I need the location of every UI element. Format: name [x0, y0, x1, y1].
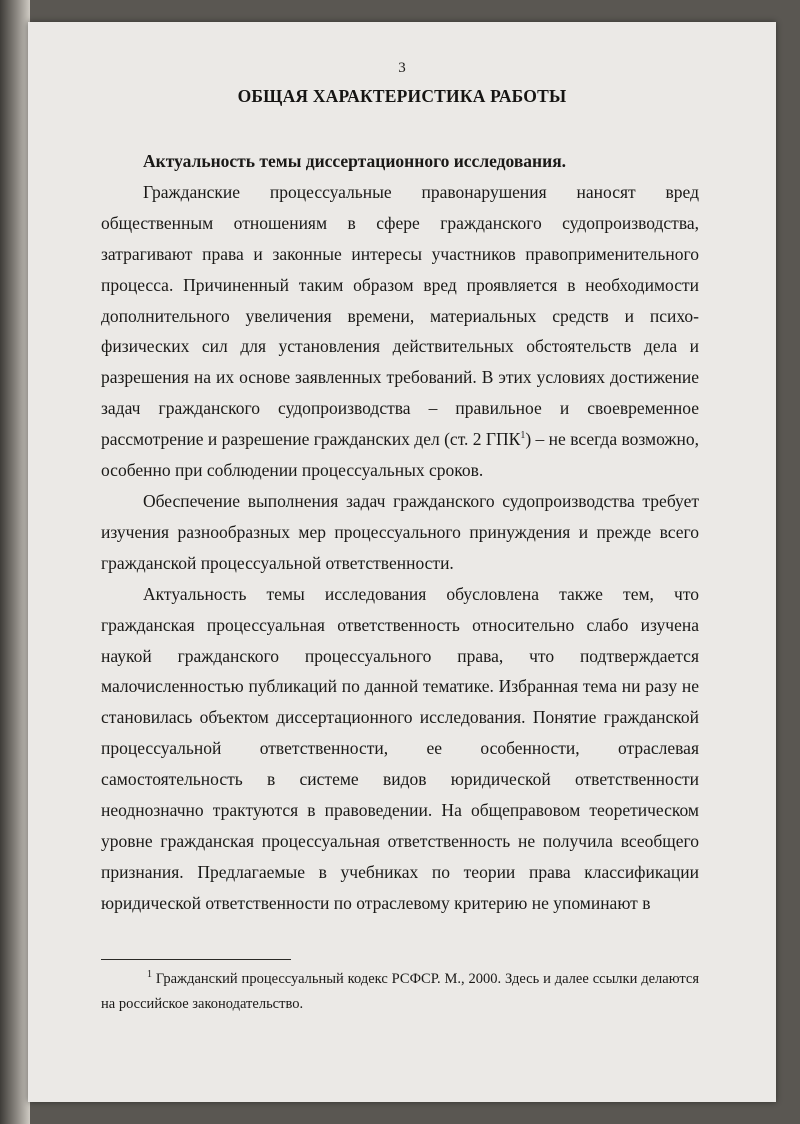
paragraph-2: Обеспечение выполнения задач гражданского судопроизводства требует изучения разнообразных мер процессуального принуждения и прежде всего гражданской процессуальной ответственности.: [101, 490, 699, 573]
paragraph-1-text: Гражданские процессуальные правонарушения наносят вред общественным отношениям в сфере гражданского судопроизводства, затрагивают права и законные интересы участников правоприменительного процесса. Причиненный таким образом вред проявляется в необходимости дополнительного увеличения времени, материальных средств и психо-физических сил для установления действительных обстоятельств дела и разрешения на их основе заявленных требований. В этих условиях достижение задач гражданского судопроизводства – правильное и своевременное рассмотрение и разрешение гражданских дел (ст. 2 ГПК: [101, 181, 699, 450]
footnote-mark: 1: [147, 969, 152, 981]
book-binding-edge: [0, 0, 30, 1124]
document-page: [28, 22, 776, 1102]
footnote-separator: [101, 959, 291, 960]
paragraph-1: [101, 177, 699, 486]
paragraph-1-text-end: ) – не всегда возможно, особенно при соблюдении процессуальных сроков.: [101, 429, 699, 481]
footnote-reference[interactable]: 1: [520, 430, 526, 442]
footnote-text: Гражданский процессуальный кодекс РСФСР. М., 2000. Здесь и далее ссылки делаются на российское законодательство.: [101, 971, 699, 1012]
page-number: 3: [398, 60, 406, 76]
subheading: Актуальность темы диссертационного исследования.: [143, 151, 567, 171]
paragraph-3: Актуальность темы исследования обусловлена также тем, что гражданская процессуальная ответственность относительно слабо изучена наукой гражданского процессуального права, что подтверждается малочисленностью публикаций по данной тематике. Избранная тема ни разу не становилась объектом диссертационного исследования. Понятие гражданской процессуальной ответственности, ее особенности, отраслевая самостоятельность в системе видов юридической ответственности неоднозначно трактуются в правоведении. На общеправовом теоретическом уровне гражданская процессуальная ответственность не получила всеобщего признания. Предлагаемые в учебниках по теории права классификации юридической ответственности по отраслевому критерию не упоминают в: [101, 583, 699, 913]
body-text: [101, 146, 699, 919]
section-title: ОБЩАЯ ХАРАКТЕРИСТИКА РАБОТЫ: [237, 86, 567, 106]
footnote: [101, 967, 699, 1017]
